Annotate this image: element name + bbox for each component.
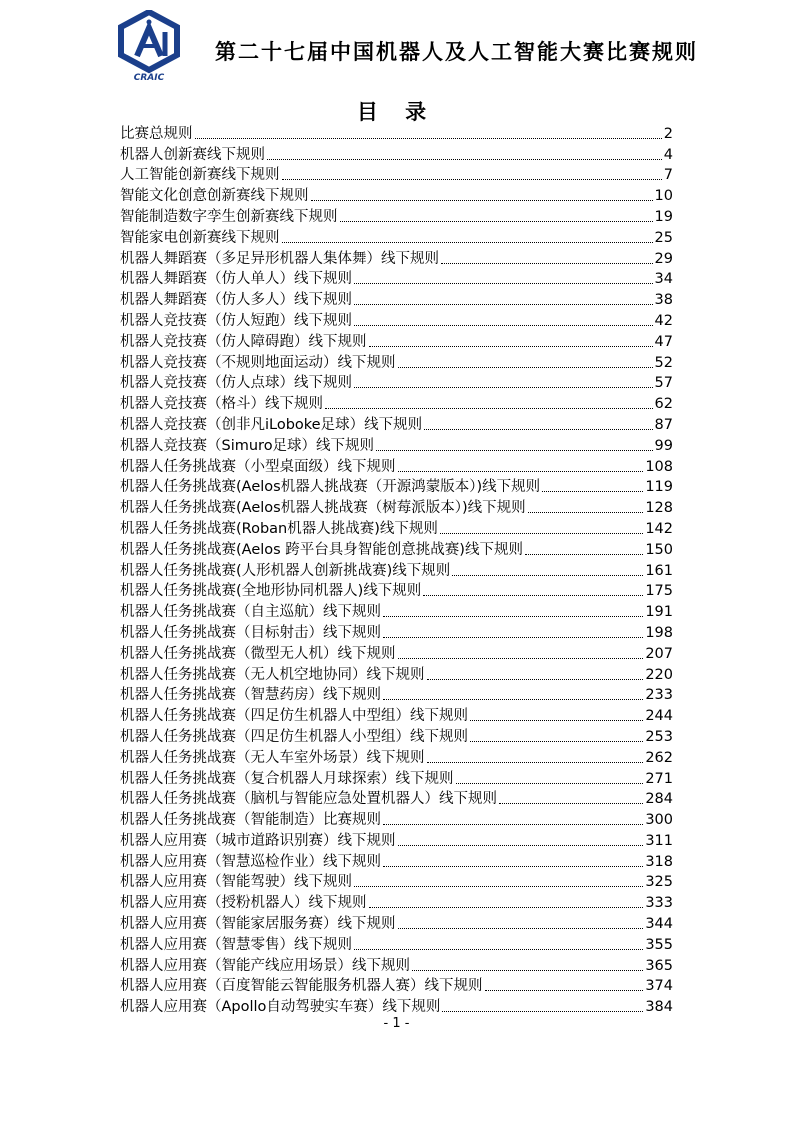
toc-entry-label: 机器人应用赛（百度智能云智能服务机器人赛）线下规则 <box>120 978 483 995</box>
craic-logo-icon <box>117 10 181 82</box>
toc-entry-label: 机器人竞技赛（不规则地面运动）线下规则 <box>120 354 396 371</box>
toc-entry[interactable] <box>120 372 673 393</box>
toc-entry-label: 智能家电创新赛线下规则 <box>120 229 280 246</box>
toc-entry-page: 191 <box>645 604 673 621</box>
toc-entry-page: 87 <box>654 416 673 433</box>
toc-leader-dots <box>470 720 643 721</box>
toc-entry-page: 325 <box>645 874 673 891</box>
toc-entry-label: 机器人任务挑战赛（四足仿生机器人小型组）线下规则 <box>120 728 468 745</box>
toc-entry-label: 机器人创新赛线下规则 <box>120 146 265 163</box>
toc-entry-page: 42 <box>654 312 673 329</box>
toc-entry-page: 128 <box>645 500 673 517</box>
toc-entry-label: 机器人任务挑战赛（无人机空地协同）线下规则 <box>120 666 425 683</box>
toc-entry[interactable] <box>120 496 673 517</box>
toc-entry-label: 机器人任务挑战赛(Aelos 跨平台具身智能创意挑战赛)线下规则 <box>120 541 523 558</box>
toc-entry-label: 机器人竞技赛（仿人障碍跑）线下规则 <box>120 333 367 350</box>
toc-entry-label: 机器人任务挑战赛（智能制造）比赛规则 <box>120 812 381 829</box>
page-header <box>0 0 793 90</box>
toc-entry-label: 智能制造数字孪生创新赛线下规则 <box>120 208 338 225</box>
toc-entry-page: 29 <box>654 250 673 267</box>
toc-entry-label: 机器人竞技赛（Simuro足球）线下规则 <box>120 437 375 454</box>
toc-entry[interactable] <box>120 954 673 975</box>
toc-entry-page: 311 <box>645 832 673 849</box>
toc-leader-dots <box>383 637 643 638</box>
toc-entry-label: 机器人任务挑战赛（微型无人机）线下规则 <box>120 645 396 662</box>
toc-entry[interactable] <box>120 351 673 372</box>
toc-leader-dots <box>441 263 653 264</box>
toc-leader-dots <box>383 824 643 825</box>
toc-leader-dots <box>398 845 644 846</box>
toc-entry-page: 374 <box>645 978 673 995</box>
toc-entry-label: 机器人应用赛（城市道路识别赛）线下规则 <box>120 832 396 849</box>
toc-entry-page: 365 <box>645 957 673 974</box>
toc-leader-dots <box>398 367 653 368</box>
toc-entry-label: 机器人应用赛（授粉机器人）线下规则 <box>120 895 367 912</box>
toc-entry-page: 19 <box>654 208 673 225</box>
toc-entry-page: 300 <box>645 812 673 829</box>
toc-leader-dots <box>369 346 653 347</box>
toc-entry[interactable] <box>120 309 673 330</box>
toc-entry[interactable] <box>120 413 673 434</box>
toc-leader-dots <box>354 325 653 326</box>
toc-leader-dots <box>354 283 653 284</box>
toc-entry-label: 机器人任务挑战赛(Roban机器人挑战赛)线下规则 <box>120 520 438 537</box>
toc-entry-page: 253 <box>645 728 673 745</box>
toc-entry-label: 机器人应用赛（智能产线应用场景）线下规则 <box>120 957 410 974</box>
toc-entry-page: 344 <box>645 916 673 933</box>
toc-leader-dots <box>424 429 652 430</box>
toc-entry-label: 机器人竞技赛（仿人短跑）线下规则 <box>120 312 352 329</box>
toc-leader-dots <box>282 179 662 180</box>
toc-entry-page: 244 <box>645 708 673 725</box>
toc-entry-page: 2 <box>663 125 673 142</box>
toc-entry-label: 机器人任务挑战赛（智慧药房）线下规则 <box>120 687 381 704</box>
toc-leader-dots <box>412 970 643 971</box>
toc-entry[interactable] <box>120 704 673 725</box>
toc-entry-label: 机器人舞蹈赛（仿人单人）线下规则 <box>120 271 352 288</box>
toc-entry-label: 机器人竞技赛（创非凡iLoboke足球）线下规则 <box>120 416 423 433</box>
toc-entry[interactable] <box>120 725 673 746</box>
toc-entry[interactable] <box>120 184 673 205</box>
toc-entry-page: 198 <box>645 624 673 641</box>
toc-entry-label: 比赛总规则 <box>120 125 193 142</box>
toc-entry[interactable] <box>120 663 673 684</box>
toc-entry-label: 机器人应用赛（智慧巡检作业）线下规则 <box>120 853 381 870</box>
toc-leader-dots <box>440 533 643 534</box>
toc-leader-dots <box>369 907 644 908</box>
toc-entry[interactable] <box>120 392 673 413</box>
toc-entry-page: 99 <box>654 437 673 454</box>
toc-entry-page: 220 <box>645 666 673 683</box>
toc-entry[interactable] <box>120 268 673 289</box>
toc-entry[interactable] <box>120 788 673 809</box>
toc-entry-label: 机器人舞蹈赛（仿人多人）线下规则 <box>120 292 352 309</box>
toc-entry-page: 108 <box>645 458 673 475</box>
toc-entry-page: 7 <box>663 167 673 184</box>
toc-entry-label: 机器人竞技赛（格斗）线下规则 <box>120 396 323 413</box>
toc-entry[interactable] <box>120 226 673 247</box>
toc-entry-page: 318 <box>645 853 673 870</box>
toc-entry[interactable] <box>120 829 673 850</box>
toc-entry-label: 机器人任务挑战赛(Aelos机器人挑战赛（树莓派版本）)线下规则 <box>120 500 526 517</box>
toc-entry[interactable] <box>120 288 673 309</box>
toc-entry[interactable] <box>120 476 673 497</box>
toc-entry[interactable] <box>120 621 673 642</box>
toc-entry-page: 119 <box>645 479 673 496</box>
toc-leader-dots <box>470 741 643 742</box>
toc-entry[interactable] <box>120 808 673 829</box>
toc-entry[interactable] <box>120 538 673 559</box>
toc-leader-dots <box>525 554 643 555</box>
toc-entry-label: 机器人应用赛（Apollo自动驾驶实车赛）线下规则 <box>120 999 441 1016</box>
toc-entry-page: 284 <box>645 791 673 808</box>
toc-leader-dots <box>311 200 653 201</box>
toc-leader-dots <box>398 471 644 472</box>
toc-entry-page: 175 <box>645 583 673 600</box>
toc-entry-label: 机器人应用赛（智慧零售）线下规则 <box>120 936 352 953</box>
toc-heading: 目 录 <box>356 100 437 124</box>
document-title: 第二十七届中国机器人及人工智能大赛比赛规则 <box>215 40 698 64</box>
toc-entry-page: 384 <box>645 999 673 1016</box>
toc-leader-dots <box>267 159 662 160</box>
toc-entry[interactable] <box>120 517 673 538</box>
toc-entry[interactable] <box>120 891 673 912</box>
toc-leader-dots <box>452 575 643 576</box>
toc-entry[interactable] <box>120 995 673 1016</box>
toc-entry-page: 38 <box>654 292 673 309</box>
toc-leader-dots <box>423 595 643 596</box>
toc-leader-dots <box>376 450 652 451</box>
toc-entry-label: 机器人竞技赛（仿人点球）线下规则 <box>120 375 352 392</box>
toc-entry-label: 机器人任务挑战赛（复合机器人月球探索）线下规则 <box>120 770 454 787</box>
toc-entry[interactable] <box>120 559 673 580</box>
toc-leader-dots <box>195 138 662 139</box>
toc-entry-label: 机器人任务挑战赛（小型桌面级）线下规则 <box>120 458 396 475</box>
toc-entry-page: 150 <box>645 541 673 558</box>
toc-leader-dots <box>354 949 643 950</box>
toc-entry-label: 机器人任务挑战赛（四足仿生机器人中型组）线下规则 <box>120 708 468 725</box>
toc-entry-page: 271 <box>645 770 673 787</box>
toc-entry-page: 10 <box>654 188 673 205</box>
toc-entry[interactable] <box>120 580 673 601</box>
toc-entry[interactable] <box>120 746 673 767</box>
toc-entry[interactable] <box>120 912 673 933</box>
toc-leader-dots <box>542 491 643 492</box>
toc-entry[interactable] <box>120 684 673 705</box>
toc-entry[interactable] <box>120 143 673 164</box>
toc-entry[interactable] <box>120 871 673 892</box>
toc-leader-dots <box>383 616 643 617</box>
toc-entry-page: 333 <box>645 895 673 912</box>
toc-entry-label: 机器人任务挑战赛(人形机器人创新挑战赛)线下规则 <box>120 562 451 579</box>
toc-entry[interactable] <box>120 933 673 954</box>
toc-entry[interactable] <box>120 850 673 871</box>
toc-leader-dots <box>499 803 643 804</box>
toc-entry[interactable] <box>120 434 673 455</box>
toc-leader-dots <box>383 866 643 867</box>
toc-entry-page: 4 <box>663 146 673 163</box>
toc-leader-dots <box>456 783 644 784</box>
toc-leader-dots <box>528 512 644 513</box>
toc-entry-page: 161 <box>645 562 673 579</box>
toc-leader-dots <box>398 658 644 659</box>
toc-entry-page: 262 <box>645 749 673 766</box>
toc-entry[interactable] <box>120 642 673 663</box>
toc-leader-dots <box>354 387 653 388</box>
toc-entry-label: 机器人应用赛（智能家居服务赛）线下规则 <box>120 916 396 933</box>
toc-entry[interactable] <box>120 975 673 996</box>
toc-entry-label: 机器人任务挑战赛（无人车室外场景）线下规则 <box>120 749 425 766</box>
toc-entry-label: 机器人任务挑战赛（自主巡航）线下规则 <box>120 604 381 621</box>
table-of-contents <box>120 122 673 1016</box>
toc-entry-label: 机器人任务挑战赛(全地形协同机器人)线下规则 <box>120 583 422 600</box>
toc-entry-page: 47 <box>654 333 673 350</box>
toc-leader-dots <box>282 242 653 243</box>
toc-entry-label: 机器人任务挑战赛(Aelos机器人挑战赛（开源鸿蒙版本）)线下规则 <box>120 479 541 496</box>
toc-leader-dots <box>427 679 644 680</box>
toc-entry-page: 57 <box>654 375 673 392</box>
toc-leader-dots <box>427 762 644 763</box>
toc-leader-dots <box>340 221 653 222</box>
toc-leader-dots <box>325 408 653 409</box>
toc-entry-page: 233 <box>645 687 673 704</box>
toc-entry[interactable] <box>120 600 673 621</box>
toc-entry[interactable] <box>120 205 673 226</box>
toc-entry-label: 智能文化创意创新赛线下规则 <box>120 188 309 205</box>
toc-entry-page: 34 <box>654 271 673 288</box>
toc-leader-dots <box>485 990 644 991</box>
toc-leader-dots <box>398 928 644 929</box>
toc-entry[interactable] <box>120 164 673 185</box>
toc-entry-page: 62 <box>654 396 673 413</box>
toc-entry[interactable] <box>120 330 673 351</box>
toc-leader-dots <box>354 886 643 887</box>
toc-entry-page: 355 <box>645 936 673 953</box>
toc-leader-dots <box>383 699 643 700</box>
toc-leader-dots <box>442 1011 643 1012</box>
toc-entry-label: 机器人应用赛（智能驾驶）线下规则 <box>120 874 352 891</box>
toc-entry-page: 142 <box>645 520 673 537</box>
logo-text: CRAIC <box>133 73 165 82</box>
toc-entry[interactable] <box>120 247 673 268</box>
toc-entry[interactable] <box>120 455 673 476</box>
toc-entry-page: 25 <box>654 229 673 246</box>
toc-entry-label: 人工智能创新赛线下规则 <box>120 167 280 184</box>
toc-entry-page: 207 <box>645 645 673 662</box>
toc-entry[interactable] <box>120 767 673 788</box>
page-number: - 1 - <box>383 1016 410 1031</box>
toc-entry-label: 机器人任务挑战赛（目标射击）线下规则 <box>120 624 381 641</box>
toc-leader-dots <box>354 304 653 305</box>
toc-entry-page: 52 <box>654 354 673 371</box>
toc-entry-label: 机器人任务挑战赛（脑机与智能应急处置机器人）线下规则 <box>120 791 497 808</box>
toc-entry[interactable] <box>120 122 673 143</box>
toc-entry-label: 机器人舞蹈赛（多足异形机器人集体舞）线下规则 <box>120 250 439 267</box>
